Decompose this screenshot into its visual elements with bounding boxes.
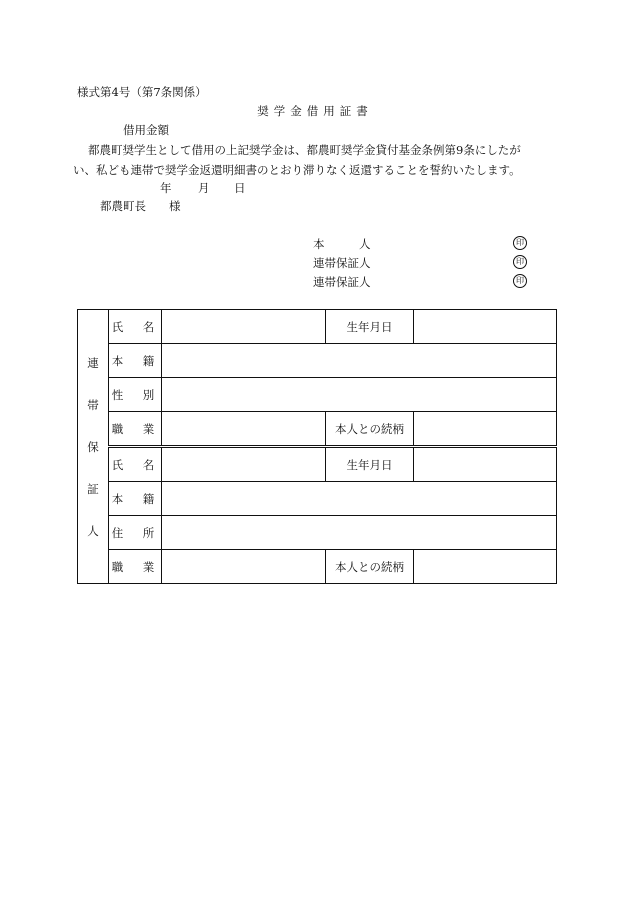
birthdate-field[interactable] <box>414 447 557 482</box>
seal-icon: 印 <box>513 236 527 250</box>
form-number: 様式第4号（第7条関係） <box>77 85 207 99</box>
relationship-field[interactable] <box>414 550 557 584</box>
row-label-name: 氏 名 <box>109 310 162 344</box>
document-title: 奨学金借用証書 <box>257 104 373 118</box>
row-label-address: 住 所 <box>109 516 162 550</box>
occupation-field[interactable] <box>162 412 326 447</box>
guarantor-side-label: 連 帯 保 証 人 <box>78 310 109 584</box>
name-field[interactable] <box>162 447 326 482</box>
table-row <box>78 378 557 412</box>
occupation-field[interactable] <box>162 550 326 584</box>
address-field[interactable] <box>162 516 557 550</box>
table-row <box>78 310 557 344</box>
table-row <box>78 447 557 482</box>
pledge-paragraph <box>73 140 557 180</box>
signatory-label: 連帯保証人 <box>313 256 371 270</box>
birthdate-field[interactable] <box>414 310 557 344</box>
table-row <box>78 412 557 447</box>
table-row <box>78 550 557 584</box>
row-label-birthdate: 生年月日 <box>326 447 414 482</box>
relationship-field[interactable] <box>414 412 557 447</box>
pledge-line-1: 都農町奨学生として借用の上記奨学金は、都農町奨学金貸付基金条例第9条にしたが <box>88 143 521 157</box>
loan-amount-label: 借用金額 <box>123 123 169 137</box>
signatory-guarantor-2 <box>313 274 388 290</box>
row-label-gender: 性 別 <box>109 378 162 412</box>
signatory-label: 連帯保証人 <box>313 275 371 289</box>
table-row <box>78 344 557 378</box>
row-label-relationship: 本人との続柄 <box>326 412 414 447</box>
domicile-field[interactable] <box>162 482 557 516</box>
name-field[interactable] <box>162 310 326 344</box>
row-label-name: 氏 名 <box>109 447 162 482</box>
date-month: 月 <box>198 181 210 195</box>
signatory-self <box>313 236 388 252</box>
signatory-label: 本 人 <box>313 237 371 251</box>
addressee: 都農町長 様 <box>100 199 181 213</box>
row-label-domicile: 本 籍 <box>109 482 162 516</box>
table-row <box>78 516 557 550</box>
row-label-domicile: 本 籍 <box>109 344 162 378</box>
row-label-birthdate: 生年月日 <box>326 310 414 344</box>
date-day: 日 <box>234 181 246 195</box>
date-line <box>160 180 246 196</box>
pledge-line-2: い、私ども連帯で奨学金返還明細書のとおり滞りなく返還することを誓約いたします。 <box>73 163 521 177</box>
gender-field[interactable] <box>162 378 557 412</box>
row-label-relationship: 本人との続柄 <box>326 550 414 584</box>
guarantor-table <box>77 309 557 584</box>
domicile-field[interactable] <box>162 344 557 378</box>
seal-icon: 印 <box>513 255 527 269</box>
row-label-occupation: 職 業 <box>109 550 162 584</box>
table-row <box>78 482 557 516</box>
row-label-occupation: 職 業 <box>109 412 162 447</box>
date-year: 年 <box>160 181 172 195</box>
seal-icon: 印 <box>513 274 527 288</box>
signatory-guarantor-1 <box>313 255 388 271</box>
